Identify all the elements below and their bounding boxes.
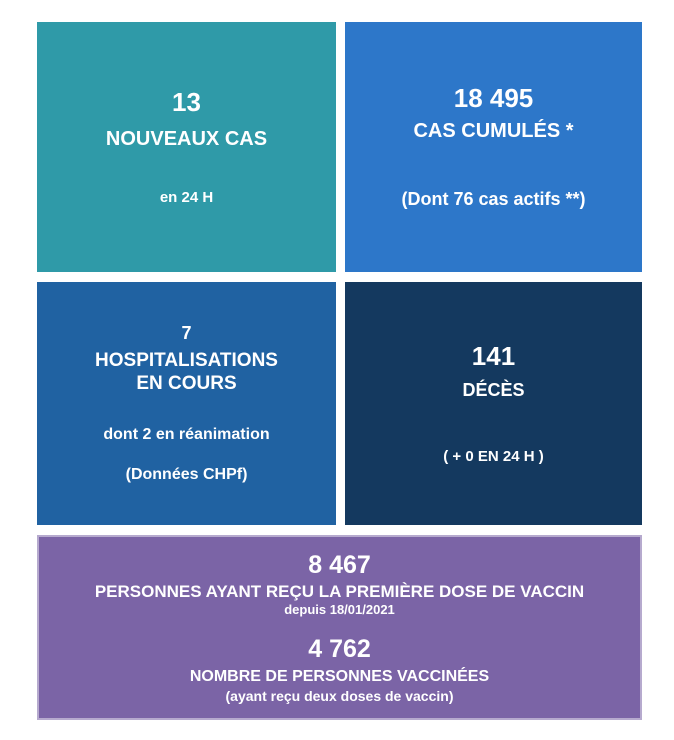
first-dose-since: depuis 18/01/2021: [284, 602, 395, 618]
nouveaux-cas-label: NOUVEAUX CAS: [105, 128, 268, 151]
stat-tile-deces: [345, 282, 642, 525]
hospitalisations-note-reanimation: dont 2 en réanimation: [103, 426, 270, 444]
deces-sublabel: ( + 0 EN 24 H ): [443, 447, 544, 465]
covid-stats-board: [37, 22, 642, 720]
first-dose-label: PERSONNES AYANT REÇU LA PREMIÈRE DOSE DE VACCIN: [94, 581, 585, 601]
cas-cumules-label: CAS CUMULÉS *: [413, 120, 574, 143]
hospitalisations-label-line2: EN COURS: [136, 373, 237, 395]
nouveaux-cas-sublabel: en 24 H: [159, 189, 214, 207]
hospitalisations-note-source: (Données CHPf): [125, 466, 248, 484]
cas-cumules-sublabel: (Dont 76 cas actifs **): [401, 189, 586, 210]
nouveaux-cas-value: 13: [172, 86, 201, 117]
hospitalisations-label-line1: HOSPITALISATIONS: [95, 349, 278, 371]
stat-tile-hospitalisations: [37, 282, 336, 525]
deces-value: 141: [471, 341, 516, 372]
cas-cumules-value: 18 495: [453, 82, 534, 113]
first-dose-value: 8 467: [308, 550, 371, 579]
hospitalisations-value: 7: [181, 322, 192, 343]
vaccination-banner: [37, 535, 642, 720]
hospitalisations-label: [95, 349, 278, 397]
deces-label: DÉCÈS: [462, 380, 525, 401]
stat-tile-cas-cumules: [345, 22, 642, 272]
fully-vaccinated-note: (ayant reçu deux doses de vaccin): [225, 688, 454, 705]
fully-vaccinated-value: 4 762: [308, 635, 371, 664]
stat-tile-nouveaux-cas: [37, 22, 336, 272]
fully-vaccinated-label: NOMBRE DE PERSONNES VACCINÉES: [189, 667, 490, 685]
